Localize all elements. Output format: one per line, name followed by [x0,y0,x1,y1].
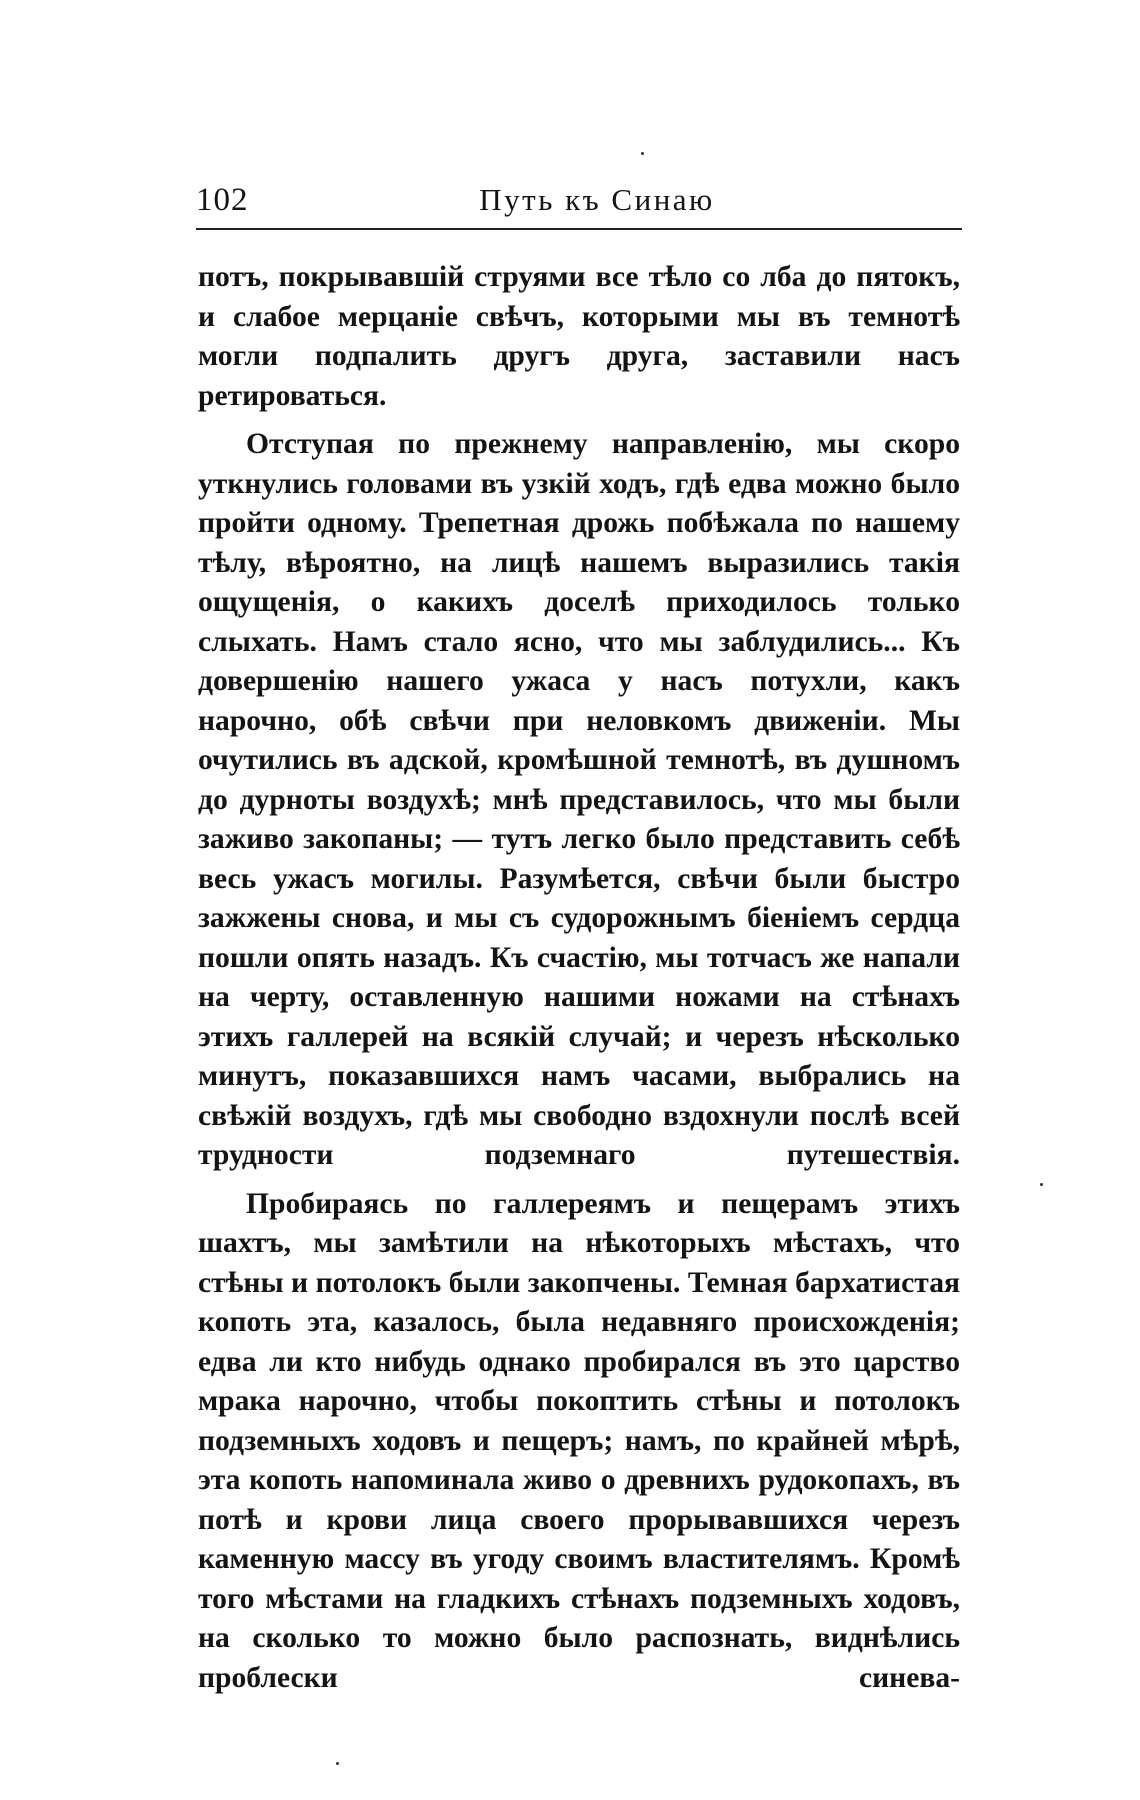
paragraph: потъ, покрывавшій струями все тѣло со лба до пятокъ, и слабое мерцаніе свѣчъ, которыми мы въ темнотѣ могли подпалить другъ друга, заставили насъ ретироваться. [198,261,960,412]
paragraph: Отступая по прежнему направленію, мы скоро уткнулись головами въ узкій ходъ, гдѣ едва можно было пройти одному. Трепетная дрожь побѣжала по нашему тѣлу, вѣроятно, на лицѣ нашемъ выразились такія ощущенія, о какихъ доселѣ приходилось только слыхать. Намъ стало ясно, что мы заблудились... Къ довершенію нашего ужаса у насъ потухли, какъ нарочно, обѣ свѣчи при неловкомъ движеніи. Мы очутились въ адской, кромѣшной темнотѣ, въ душномъ до дурноты воздухѣ; мнѣ представилось, что мы были заживо закопаны; — тутъ легко было представить себѣ весь ужасъ могилы. Разумѣется, свѣчи были быстро зажжены снова, и мы съ судорожнымъ біеніемъ сердца пошли опять назадъ. Къ счастію, мы тотчасъ же напали на черту, оставленную нашими ножами на стѣнахъ этихъ галлерей на всякій случай; и черезъ нѣсколько минутъ, показавшихся намъ часами, выбрались на свѣжій воздухъ, гдѣ мы свободно вздохнули послѣ всей трудности подземнаго путешествія. [198,428,960,1171]
scan-speck [641,152,644,155]
body-text [198,258,960,1698]
page-number: 102 [196,182,249,218]
running-title: Путь къ Синаю [479,182,715,217]
running-head [196,178,962,230]
paragraph: Пробираясь по галлереямъ и пещерамъ этихъ шахтъ, мы замѣтили на нѣкоторыхъ мѣстахъ, что стѣны и потолокъ были закопчены. Темная бархатистая копоть эта, казалось, была недавняго происхожденія; едва ли кто нибудь однако пробирался въ это царство мрака нарочно, чтобы покоптить стѣны и потолокъ подземныхъ ходовъ и пещеръ; намъ, по крайней мѣрѣ, эта копоть напоминала живо о древнихъ рудокопахъ, въ потѣ и крови лица своего прорывавшихся черезъ каменную массу въ угоду своимъ властителямъ. Кромѣ того мѣстами на гладкихъ стѣнахъ подземныхъ ходовъ, на сколько то можно было распознать, виднѣлись проблески синева- [198,1187,960,1694]
scan-speck [1040,1183,1043,1186]
scan-speck [336,1762,339,1765]
